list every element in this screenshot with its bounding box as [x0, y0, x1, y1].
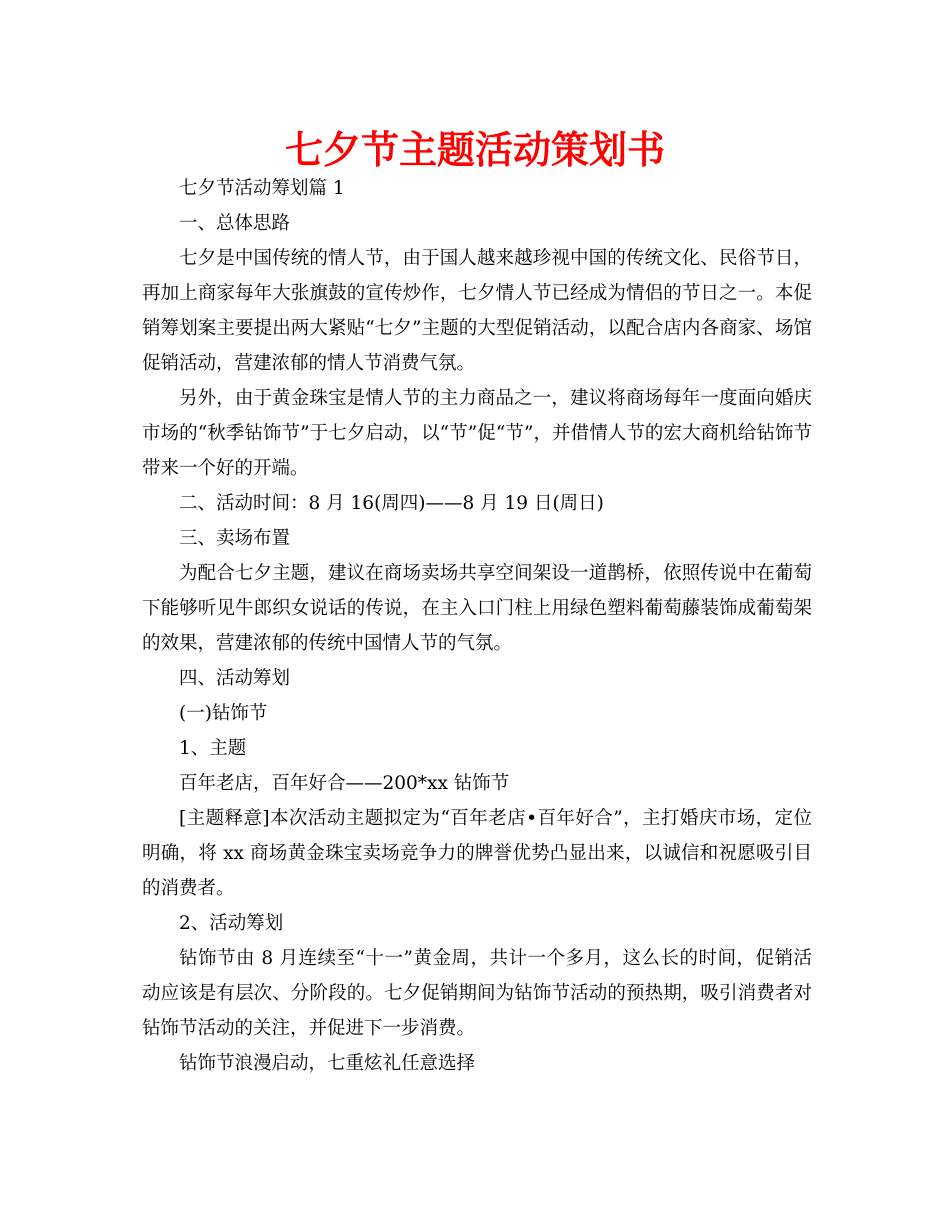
- subsection-heading: 1、主题: [179, 738, 247, 759]
- subsection-heading: (一)钻饰节: [179, 703, 268, 724]
- section-heading: 七夕节活动筹划篇 1: [179, 178, 345, 199]
- subsection-heading: 2、活动筹划: [179, 913, 284, 934]
- body-paragraph: 百年老店，百年好合——200*xx 钻饰节: [179, 773, 510, 794]
- section-heading: 二、活动时间：8 月 16(周四)——8 月 19 日(周日): [179, 493, 604, 514]
- body-paragraph: 钻饰节浪漫启动，七重炫礼任意选择: [179, 1053, 476, 1074]
- body-paragraph: 七夕是中国传统的情人节，由于国人越来越珍视中国的传统文化、民俗节日，再加上商家每年大张旗鼓的宣传炒作，七夕情人节已经成为情侣的节日之一。本促销筹划案主要提出两大紧贴“七夕”主题的大型促销活动，以配合店内各商家、场馆促销活动，营建浓郁的情人节消费气氛。: [142, 248, 812, 374]
- body-paragraph: 另外，由于黄金珠宝是情人节的主力商品之一，建议将商场每年一度面向婚庆市场的“秋季钻饰节”于七夕启动，以“节”促“节”，并借情人节的宏大商机给钻饰节带来一个好的开端。: [142, 388, 812, 479]
- section-heading: 三、卖场布置: [179, 528, 291, 549]
- section-heading: 一、总体思路: [179, 213, 291, 234]
- body-paragraph: 钻饰节由 8 月连续至“十一”黄金周，共计一个多月，这么长的时间，促销活动应该是有层次、分阶段的。七夕促销期间为钻饰节活动的预热期，吸引消费者对钻饰节活动的关注，并促进下一步消费。: [142, 948, 812, 1039]
- document-title: 七夕节主题活动策划书: [284, 128, 665, 172]
- body-paragraph: 为配合七夕主题，建议在商场卖场共享空间架设一道鹊桥，依照传说中在葡萄下能够听见牛郎织女说话的传说，在主入口门柱上用绿色塑料葡萄藤装饰成葡萄架的效果，营建浓郁的传统中国情人节的气氛。: [142, 563, 812, 654]
- document-body: [142, 171, 812, 1081]
- body-paragraph: [主题释意]本次活动主题拟定为“百年老店•百年好合”，主打婚庆市场，定位明确，将 xx 商场黄金珠宝卖场竞争力的牌誉优势凸显出来，以诚信和祝愿吸引目的消费者。: [142, 808, 812, 899]
- section-heading: 四、活动筹划: [179, 668, 291, 689]
